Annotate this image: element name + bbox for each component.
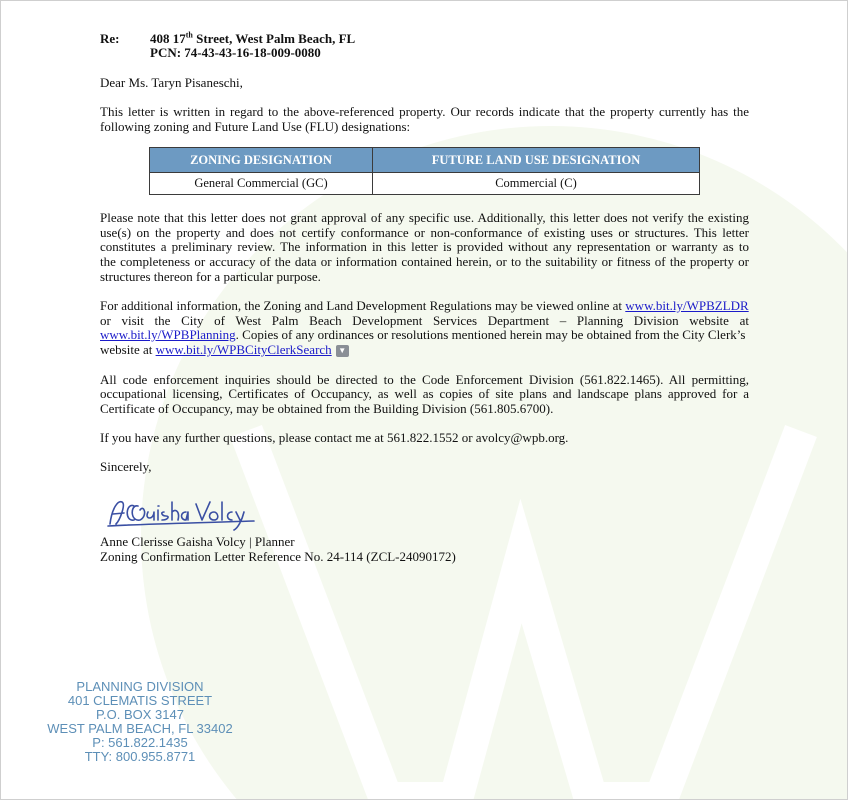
flu-header: FUTURE LAND USE DESIGNATION xyxy=(372,148,699,173)
footer-line: WEST PALM BEACH, FL 33402 xyxy=(47,721,233,736)
disclaimer-line-5: structures thereon for a particular purpose. xyxy=(100,269,321,284)
footer-line: P.O. BOX 3147 xyxy=(96,707,184,722)
disclaimer-line-1: Please note that this letter does not grant approval of any specific use. Additionally, this letter does not verify the existing xyxy=(100,210,749,225)
zoning-table-header-row xyxy=(150,148,700,173)
flu-value: Commercial (C) xyxy=(372,173,699,195)
re-label: Re: xyxy=(100,31,120,46)
disclaimer-line-2: use(s) on the property and does not certify conformance or non-conformance of existing uses or structures. This letter xyxy=(100,225,749,240)
address-street: Street, West Palm Beach, FL xyxy=(192,31,356,46)
intro-line-1: This letter is written in regard to the above-referenced property. Our records indicate that the property currently has the xyxy=(100,104,749,119)
zoning-value: General Commercial (GC) xyxy=(150,173,373,195)
address-number: 408 17 xyxy=(150,31,186,46)
info-line-4 xyxy=(100,343,349,358)
planning-division-address xyxy=(39,680,241,764)
enforcement-line-3: Certificate of Occupancy, may be obtained from the Building Division (561.805.6700). xyxy=(100,401,554,416)
info-line-3-text: . Copies of any ordinances or resolutions mentioned herein may be obtained from the City Clerk’s xyxy=(235,327,746,342)
info-line-4-text: website at xyxy=(100,342,156,357)
signature xyxy=(104,494,264,532)
pcn-line: PCN: 74-43-43-16-18-009-0080 xyxy=(150,45,321,60)
footer-line: TTY: 800.955.8771 xyxy=(84,749,196,764)
info-line-1-text: For additional information, the Zoning and Land Development Regulations may be viewed online at xyxy=(100,298,626,313)
zldr-link[interactable]: www.bit.ly/WPBZLDR xyxy=(625,298,749,313)
info-line-2: or visit the City of West Palm Beach Development Services Department – Planning Division website at xyxy=(100,313,749,328)
footer-line: PLANNING DIVISION xyxy=(76,679,204,694)
enforcement-line-1: All code enforcement inquiries should be directed to the Code Enforcement Division (561.822.1465). All permitting, xyxy=(100,372,749,387)
salutation: Dear Ms. Taryn Pisaneschi, xyxy=(100,75,243,90)
reference-line: Zoning Confirmation Letter Reference No. 24-114 (ZCL-24090172) xyxy=(100,549,456,564)
intro-line-2: following zoning and Future Land Use (FLU) designations: xyxy=(100,119,411,134)
city-clerk-link[interactable]: www.bit.ly/WPBCityClerkSearch xyxy=(155,342,332,357)
enforcement-line-2: occupational licensing, Certificates of Occupancy, as well as copies of site plans and landscape plans approved for a xyxy=(100,386,749,401)
letter-content xyxy=(1,1,847,799)
zoning-table-row xyxy=(150,173,700,195)
chevron-down-icon[interactable]: ▼ xyxy=(336,345,349,357)
contact-line: If you have any further questions, please contact me at 561.822.1552 or avolcy@wpb.org. xyxy=(100,430,569,445)
zoning-header: ZONING DESIGNATION xyxy=(150,148,373,173)
signer-name: Anne Clerisse Gaisha Volcy | Planner xyxy=(100,534,295,549)
disclaimer-line-4: the completeness or accuracy of the data or information contained herein, or to the suitability or fitness of the property or xyxy=(100,254,749,269)
closing: Sincerely, xyxy=(100,459,152,474)
disclaimer-line-3: constitutes a preliminary review. The information in this letter is provided without any representation or warranty as to xyxy=(100,239,749,254)
planning-link[interactable]: www.bit.ly/WPBPlanning xyxy=(100,327,236,342)
footer-line: P: 561.822.1435 xyxy=(92,735,188,750)
info-line-3 xyxy=(100,328,749,343)
address-ordinal: th xyxy=(185,30,193,40)
footer-line: 401 CLEMATIS STREET xyxy=(67,693,213,708)
info-line-1 xyxy=(100,299,749,314)
zoning-table xyxy=(149,147,700,195)
